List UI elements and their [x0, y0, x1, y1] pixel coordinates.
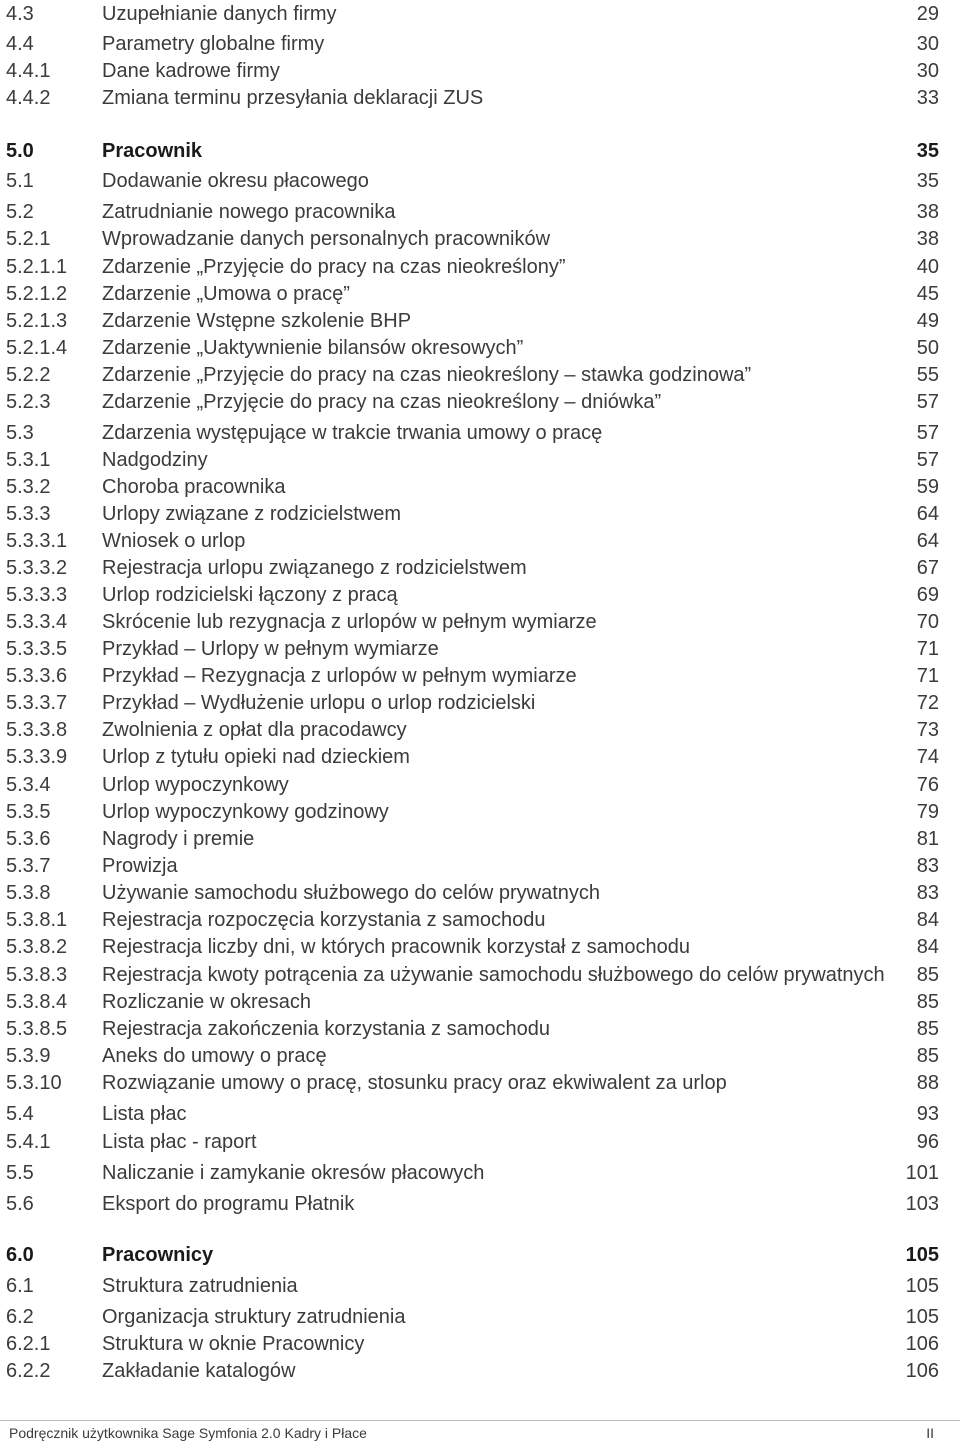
toc-entry-page: 30 [916, 60, 939, 82]
toc-entry[interactable] [0, 1358, 960, 1385]
toc-entry-page: 69 [916, 584, 939, 606]
toc-entry-number: 6.0 [6, 1244, 34, 1266]
toc-entry-title: Urlop wypoczynkowy godzinowy [102, 801, 389, 823]
toc-entry-number: 6.1 [6, 1275, 34, 1297]
toc-entry-title: Przykład – Wydłużenie urlopu o urlop rodzicielski [102, 692, 536, 714]
toc-entry-page: 88 [916, 1072, 939, 1094]
toc-entry-page: 85 [916, 991, 939, 1013]
toc-entry-page: 74 [916, 746, 939, 768]
toc-entry[interactable] [0, 1304, 960, 1331]
toc-entry-page: 101 [905, 1162, 939, 1184]
toc-entry[interactable] [0, 168, 960, 195]
toc-entry[interactable] [0, 962, 960, 989]
toc-entry[interactable] [0, 58, 960, 85]
toc-entry-title: Używanie samochodu służbowego do celów prywatnych [102, 882, 601, 904]
toc-entry-page: 35 [916, 170, 939, 192]
toc-entry[interactable] [0, 528, 960, 555]
toc-entry[interactable] [0, 744, 960, 771]
toc-entry-page: 73 [916, 719, 939, 741]
toc-entry-title: Wniosek o urlop [102, 530, 246, 552]
toc-entry-number: 5.3.7 [6, 855, 51, 877]
toc-chapter-entry[interactable] [0, 1242, 960, 1269]
toc-entry-number: 5.2 [6, 201, 34, 223]
footer-title: Podręcznik użytkownika Sage Symfonia 2.0 Kadry i Płace [9, 1425, 367, 1441]
toc-entry-number: 5.2.2 [6, 364, 51, 386]
toc-entry[interactable] [0, 582, 960, 609]
toc-chapter-entry[interactable] [0, 138, 960, 165]
toc-entry[interactable] [0, 281, 960, 308]
toc-entry-number: 5.3 [6, 422, 34, 444]
toc-entry[interactable] [0, 335, 960, 362]
toc-entry-title: Rejestracja urlopu związanego z rodzicielstwem [102, 557, 527, 579]
toc-entry-number: 5.2.1.1 [6, 256, 68, 278]
toc-entry-number: 6.2.2 [6, 1360, 51, 1382]
toc-entry[interactable] [0, 1160, 960, 1187]
toc-entry-number: 5.3.3.7 [6, 692, 68, 714]
toc-entry-page: 45 [916, 283, 939, 305]
toc-entry-number: 5.3.5 [6, 801, 51, 823]
toc-entry-page: 96 [916, 1131, 939, 1153]
toc-entry-number: 5.3.8.5 [6, 1018, 68, 1040]
toc-entry-page: 55 [916, 364, 939, 386]
toc-entry-title: Urlop z tytułu opieki nad dzieckiem [102, 746, 410, 768]
toc-entry-title: Przykład – Urlopy w pełnym wymiarze [102, 638, 439, 660]
toc-entry[interactable] [0, 254, 960, 281]
toc-entry-page: 105 [905, 1244, 939, 1266]
toc-entry[interactable] [0, 609, 960, 636]
toc-entry[interactable] [0, 1129, 960, 1156]
toc-entry-title: Zwolnienia z opłat dla pracodawcy [102, 719, 407, 741]
toc-entry-title: Dodawanie okresu płacowego [102, 170, 369, 192]
toc-entry-title: Zdarzenie „Uaktywnienie bilansów okresowych” [102, 337, 524, 359]
toc-entry[interactable] [0, 362, 960, 389]
toc-entry-title: Struktura zatrudnienia [102, 1275, 298, 1297]
toc-entry[interactable] [0, 1070, 960, 1097]
toc-entry-title: Urlop wypoczynkowy [102, 774, 289, 796]
toc-entry-page: 64 [916, 503, 939, 525]
toc-entry-title: Aneks do umowy o pracę [102, 1045, 327, 1067]
toc-entry-title: Zdarzenie „Przyjęcie do pracy na czas nieokreślony – stawka godzinowa” [102, 364, 752, 386]
toc-entry-page: 76 [916, 774, 939, 796]
toc-entry-page: 38 [916, 228, 939, 250]
toc-entry[interactable] [0, 447, 960, 474]
toc-entry-page: 85 [916, 1045, 939, 1067]
toc-entry-page: 83 [916, 855, 939, 877]
toc-entry-page: 33 [916, 87, 939, 109]
toc-entry-number: 5.3.8.3 [6, 964, 68, 986]
toc-entry-page: 85 [916, 964, 939, 986]
toc-entry[interactable] [0, 226, 960, 253]
footer-page-number: II [926, 1425, 934, 1441]
toc-entry-page: 106 [905, 1333, 939, 1355]
toc-entry-page: 83 [916, 882, 939, 904]
toc-entry[interactable] [0, 826, 960, 853]
toc-entry[interactable] [0, 772, 960, 799]
toc-entry-title: Prowizja [102, 855, 178, 877]
toc-entry-title: Choroba pracownika [102, 476, 286, 498]
toc-entry-title: Organizacja struktury zatrudnienia [102, 1306, 406, 1328]
toc-entry-title: Zatrudnianie nowego pracownika [102, 201, 396, 223]
toc-entry-page: 106 [905, 1360, 939, 1382]
toc-entry-title: Lista płac - raport [102, 1131, 257, 1153]
toc-entry[interactable] [0, 31, 960, 58]
toc-entry-page: 105 [905, 1306, 939, 1328]
toc-entry-number: 5.3.3.5 [6, 638, 68, 660]
toc-entry-page: 72 [916, 692, 939, 714]
toc-entry-page: 40 [916, 256, 939, 278]
toc-entry-title: Parametry globalne firmy [102, 33, 325, 55]
toc-entry[interactable] [0, 799, 960, 826]
toc-entry-number: 6.2.1 [6, 1333, 51, 1355]
toc-entry-page: 50 [916, 337, 939, 359]
toc-entry-number: 5.2.1.3 [6, 310, 68, 332]
toc-entry-title: Zakładanie katalogów [102, 1360, 296, 1382]
toc-entry[interactable] [0, 853, 960, 880]
toc-entry-title: Eksport do programu Płatnik [102, 1193, 355, 1215]
toc-entry-page: 103 [905, 1193, 939, 1215]
toc-entry-title: Przykład – Rezygnacja z urlopów w pełnym wymiarze [102, 665, 577, 687]
toc-entry[interactable] [0, 389, 960, 416]
toc-entry-number: 5.2.1.4 [6, 337, 68, 359]
toc-entry-title: Rozliczanie w okresach [102, 991, 311, 1013]
toc-entry-title: Struktura w oknie Pracownicy [102, 1333, 365, 1355]
toc-entry-number: 5.6 [6, 1193, 34, 1215]
toc-entry-title: Rejestracja liczby dni, w których pracownik korzystał z samochodu [102, 936, 690, 958]
toc-entry-number: 4.4.1 [6, 60, 51, 82]
toc-entry-page: 30 [916, 33, 939, 55]
toc-entry-number: 5.3.2 [6, 476, 51, 498]
toc-entry-page: 29 [916, 3, 939, 25]
toc-entry[interactable] [0, 934, 960, 961]
toc-entry-page: 81 [916, 828, 939, 850]
toc-entry-number: 5.4.1 [6, 1131, 51, 1153]
toc-entry[interactable] [0, 1101, 960, 1128]
toc-entry-number: 4.3 [6, 3, 34, 25]
toc-entry-page: 49 [916, 310, 939, 332]
toc-entry[interactable] [0, 474, 960, 501]
toc-entry[interactable] [0, 989, 960, 1016]
toc-entry-number: 5.3.1 [6, 449, 51, 471]
toc-entry-page: 57 [916, 391, 939, 413]
toc-entry-number: 5.2.1.2 [6, 283, 68, 305]
toc-entry-number: 5.0 [6, 140, 34, 162]
toc-entry-title: Rozwiązanie umowy o pracę, stosunku pracy oraz ekwiwalent za urlop [102, 1072, 727, 1094]
toc-entry-title: Wprowadzanie danych personalnych pracowników [102, 228, 551, 250]
toc-entry-number: 5.3.9 [6, 1045, 51, 1067]
toc-entry-page: 57 [916, 449, 939, 471]
toc-entry-title: Rejestracja kwoty potrącenia za używanie samochodu służbowego do celów prywatnych [102, 964, 885, 986]
toc-entry-title: Skrócenie lub rezygnacja z urlopów w pełnym wymiarze [102, 611, 597, 633]
toc-entry-number: 5.3.8 [6, 882, 51, 904]
toc-entry-title: Pracownicy [102, 1244, 214, 1266]
toc-entry[interactable] [0, 880, 960, 907]
toc-entry-number: 5.3.8.1 [6, 909, 68, 931]
toc-entry-number: 5.3.3.4 [6, 611, 68, 633]
toc-entry-title: Rejestracja rozpoczęcia korzystania z samochodu [102, 909, 546, 931]
toc-entry-number: 5.5 [6, 1162, 34, 1184]
toc-entry-number: 5.3.3.2 [6, 557, 68, 579]
toc-entry-number: 5.4 [6, 1103, 34, 1125]
toc-entry-title: Nagrody i premie [102, 828, 255, 850]
page-footer [0, 1420, 960, 1445]
toc-entry-number: 4.4 [6, 33, 34, 55]
toc-entry-title: Zmiana terminu przesyłania deklaracji ZUS [102, 87, 484, 109]
toc-entry-title: Zdarzenie „Umowa o pracę” [102, 283, 350, 305]
toc-entry[interactable] [0, 501, 960, 528]
toc-entry-page: 93 [916, 1103, 939, 1125]
toc-entry-page: 67 [916, 557, 939, 579]
toc-entry-number: 5.2.1 [6, 228, 51, 250]
toc-entry[interactable] [0, 1016, 960, 1043]
toc-entry-page: 79 [916, 801, 939, 823]
toc-entry[interactable] [0, 199, 960, 226]
toc-entry-page: 84 [916, 909, 939, 931]
toc-entry-number: 5.3.3.1 [6, 530, 68, 552]
toc-entry-page: 38 [916, 201, 939, 223]
toc-entry[interactable] [0, 420, 960, 447]
toc-entry-number: 5.3.4 [6, 774, 51, 796]
toc-entry-title: Rejestracja zakończenia korzystania z samochodu [102, 1018, 550, 1040]
toc-entry[interactable] [0, 690, 960, 717]
toc-entry[interactable] [0, 85, 960, 112]
toc-entry-page: 59 [916, 476, 939, 498]
toc-entry-number: 5.3.8.4 [6, 991, 68, 1013]
toc-entry-number: 4.4.2 [6, 87, 51, 109]
toc-entry-number: 5.2.3 [6, 391, 51, 413]
toc-entry-number: 5.3.3.3 [6, 584, 68, 606]
toc-entry-title: Urlopy związane z rodzicielstwem [102, 503, 401, 525]
toc-entry[interactable] [0, 663, 960, 690]
toc-entry[interactable] [0, 1273, 960, 1300]
toc-entry-number: 6.2 [6, 1306, 34, 1328]
toc-entry-number: 5.3.8.2 [6, 936, 68, 958]
toc-entry-number: 5.3.3.9 [6, 746, 68, 768]
toc-entry-page: 64 [916, 530, 939, 552]
toc-entry-title: Uzupełnianie danych firmy [102, 3, 337, 25]
toc-entry-number: 5.3.10 [6, 1072, 62, 1094]
toc-entry-title: Lista płac [102, 1103, 187, 1125]
toc-entry[interactable] [0, 1331, 960, 1358]
toc-entry-title: Zdarzenie „Przyjęcie do pracy na czas nieokreślony – dniówka” [102, 391, 662, 413]
toc-entry-title: Urlop rodzicielski łączony z pracą [102, 584, 398, 606]
toc-entry-title: Zdarzenia występujące w trakcie trwania umowy o pracę [102, 422, 603, 444]
toc-entry[interactable] [0, 907, 960, 934]
toc-entry-page: 85 [916, 1018, 939, 1040]
toc-entry-title: Dane kadrowe firmy [102, 60, 280, 82]
toc-entry-page: 71 [916, 665, 939, 687]
toc-entry[interactable] [0, 717, 960, 744]
toc-entry-page: 35 [916, 140, 939, 162]
toc-entry-page: 84 [916, 936, 939, 958]
toc-entry[interactable] [0, 1, 960, 28]
toc-entry[interactable] [0, 555, 960, 582]
toc-entry-page: 70 [916, 611, 939, 633]
toc-entry-page: 57 [916, 422, 939, 444]
toc-entry[interactable] [0, 636, 960, 663]
toc-entry-number: 5.3.3.6 [6, 665, 68, 687]
toc-entry[interactable] [0, 308, 960, 335]
toc-entry-number: 5.3.6 [6, 828, 51, 850]
toc-entry[interactable] [0, 1043, 960, 1070]
toc-entry-title: Zdarzenie „Przyjęcie do pracy na czas nieokreślony” [102, 256, 566, 278]
toc-entry-page: 71 [916, 638, 939, 660]
toc-entry-page: 105 [905, 1275, 939, 1297]
toc-entry-number: 5.1 [6, 170, 34, 192]
toc-entry-number: 5.3.3.8 [6, 719, 68, 741]
toc-entry-number: 5.3.3 [6, 503, 51, 525]
toc-entry-title: Pracownik [102, 140, 203, 162]
toc-entry-title: Zdarzenie Wstępne szkolenie BHP [102, 310, 412, 332]
toc-entry-title: Naliczanie i zamykanie okresów płacowych [102, 1162, 485, 1184]
toc-entry-title: Nadgodziny [102, 449, 208, 471]
toc-entry[interactable] [0, 1191, 960, 1218]
